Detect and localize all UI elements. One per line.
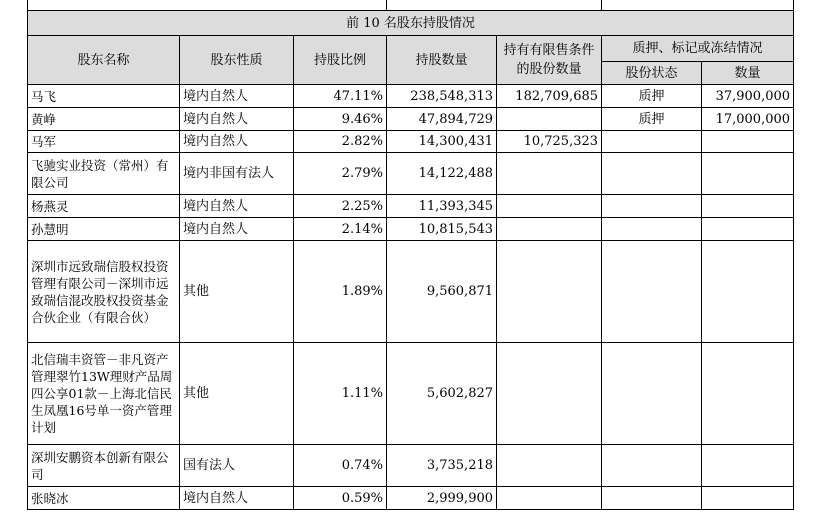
shareholder-nature: 境内自然人 — [180, 218, 294, 241]
table-row — [28, 108, 794, 131]
restricted-quantity — [497, 195, 602, 218]
pledge-status — [602, 195, 702, 218]
pledge-quantity — [702, 241, 794, 343]
shareholder-nature: 境内自然人 — [180, 195, 294, 218]
shareholder-name: 深圳市远致瑞信股权投资管理有限公司－深圳市远致瑞信混改股权投资基金合伙企业（有限合伙） — [28, 241, 180, 343]
holding-ratio: 0.74% — [294, 445, 387, 487]
top-partial-row — [28, 0, 794, 11]
header-row-1 — [28, 36, 794, 62]
shareholder-name: 黄峥 — [28, 108, 180, 131]
holding-ratio: 0.59% — [294, 487, 387, 510]
holding-quantity: 11,393,345 — [387, 195, 497, 218]
holding-quantity: 14,300,431 — [387, 131, 497, 153]
holding-ratio: 47.11% — [294, 85, 387, 108]
restricted-quantity — [497, 108, 602, 131]
shareholder-nature: 境内自然人 — [180, 85, 294, 108]
restricted-quantity — [497, 218, 602, 241]
pledge-quantity — [702, 131, 794, 153]
restricted-quantity — [497, 487, 602, 510]
shareholder-name: 张晓冰 — [28, 487, 180, 510]
shareholder-nature: 国有法人 — [180, 445, 294, 487]
pledge-status — [602, 218, 702, 241]
holding-ratio: 2.14% — [294, 218, 387, 241]
table-row — [28, 85, 794, 108]
header-ratio: 持股比例 — [294, 36, 387, 85]
header-pledge-qty: 数量 — [702, 62, 794, 85]
table-row — [28, 218, 794, 241]
shareholder-nature: 其他 — [180, 343, 294, 445]
table-row — [28, 487, 794, 510]
header-name: 股东名称 — [28, 36, 180, 85]
table-caption: 前 10 名股东持股情况 — [28, 11, 794, 36]
holding-ratio: 1.89% — [294, 241, 387, 343]
shareholder-nature: 境内非国有法人 — [180, 153, 294, 195]
holding-ratio: 2.82% — [294, 131, 387, 153]
header-nature: 股东性质 — [180, 36, 294, 85]
shareholder-nature: 境内自然人 — [180, 487, 294, 510]
pledge-status — [602, 153, 702, 195]
holding-ratio: 2.79% — [294, 153, 387, 195]
holding-ratio: 2.25% — [294, 195, 387, 218]
shareholder-nature: 其他 — [180, 241, 294, 343]
caption-row — [28, 11, 794, 36]
shareholder-name: 杨燕灵 — [28, 195, 180, 218]
shareholder-name: 孙慧明 — [28, 218, 180, 241]
holding-ratio: 9.46% — [294, 108, 387, 131]
pledge-status — [602, 343, 702, 445]
restricted-quantity — [497, 343, 602, 445]
shareholder-table — [27, 0, 794, 510]
holding-quantity: 47,894,729 — [387, 108, 497, 131]
table-row — [28, 241, 794, 343]
restricted-quantity — [497, 153, 602, 195]
pledge-status: 质押 — [602, 108, 702, 131]
pledge-status — [602, 241, 702, 343]
holding-quantity: 9,560,871 — [387, 241, 497, 343]
header-pledge-group: 质押、标记或冻结情况 — [602, 36, 794, 62]
holding-quantity: 3,735,218 — [387, 445, 497, 487]
shareholder-nature: 境内自然人 — [180, 108, 294, 131]
pledge-status — [602, 487, 702, 510]
shareholder-name: 北信瑞丰资管－非凡资产管理翠竹13W理财产品周四公享01款－上海北信民生凤凰16号单一资产管理计划 — [28, 343, 180, 445]
restricted-quantity: 10,725,323 — [497, 131, 602, 153]
holding-quantity: 5,602,827 — [387, 343, 497, 445]
table-row — [28, 153, 794, 195]
restricted-quantity — [497, 241, 602, 343]
table-row — [28, 195, 794, 218]
holding-quantity: 238,548,313 — [387, 85, 497, 108]
holding-quantity: 2,999,900 — [387, 487, 497, 510]
pledge-quantity — [702, 343, 794, 445]
pledge-status — [602, 131, 702, 153]
shareholder-name: 马军 — [28, 131, 180, 153]
pledge-quantity — [702, 445, 794, 487]
holding-ratio: 1.11% — [294, 343, 387, 445]
shareholder-name: 深圳安鹏资本创新有限公司 — [28, 445, 180, 487]
pledge-quantity — [702, 218, 794, 241]
holding-quantity: 14,122,488 — [387, 153, 497, 195]
pledge-status: 质押 — [602, 85, 702, 108]
shareholder-nature: 境内自然人 — [180, 131, 294, 153]
pledge-quantity: 17,000,000 — [702, 108, 794, 131]
shareholder-name: 马飞 — [28, 85, 180, 108]
pledge-quantity — [702, 487, 794, 510]
pledge-status — [602, 445, 702, 487]
header-restricted: 持有有限售条件的股份数量 — [497, 36, 602, 85]
shareholder-name: 飞驰实业投资（常州）有限公司 — [28, 153, 180, 195]
restricted-quantity — [497, 445, 602, 487]
restricted-quantity: 182,709,685 — [497, 85, 602, 108]
header-quantity: 持股数量 — [387, 36, 497, 85]
pledge-quantity: 37,900,000 — [702, 85, 794, 108]
holding-quantity: 10,815,543 — [387, 218, 497, 241]
table-row — [28, 131, 794, 153]
header-pledge-status: 股份状态 — [602, 62, 702, 85]
pledge-quantity — [702, 195, 794, 218]
table-row — [28, 343, 794, 445]
pledge-quantity — [702, 153, 794, 195]
table-row — [28, 445, 794, 487]
